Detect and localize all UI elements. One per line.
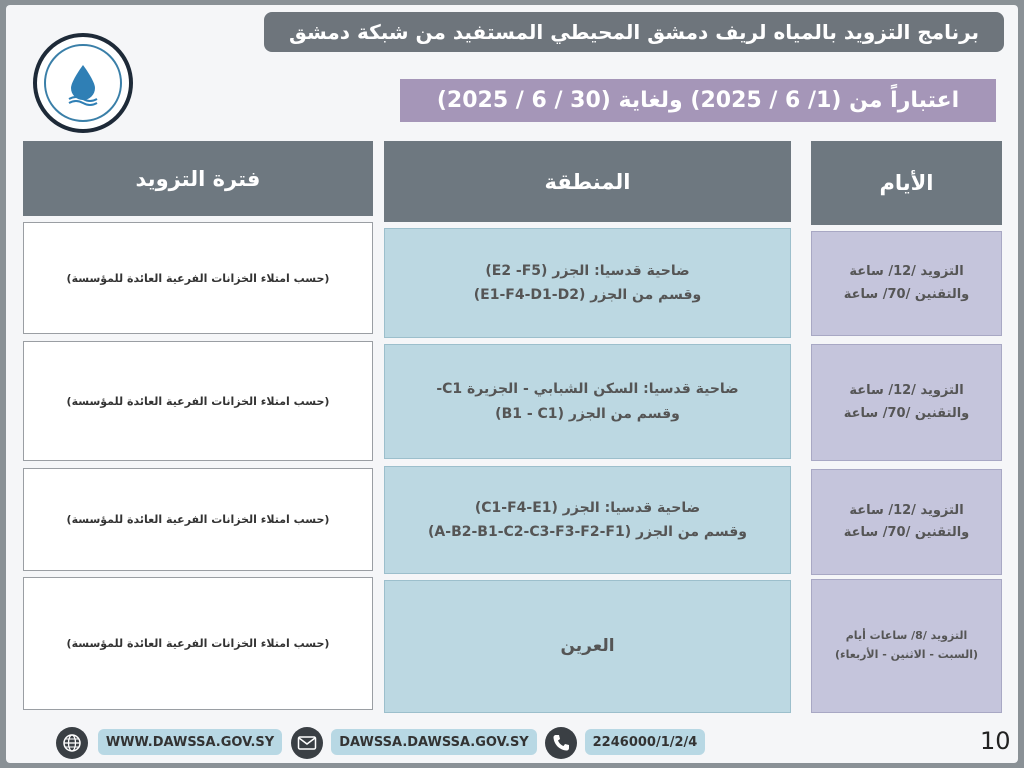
- phone-icon: [545, 727, 577, 759]
- table-row-2-period: (حسب امتلاء الخزانات الفرعية العائدة للمؤسسة): [23, 341, 373, 461]
- table-row-4-period: (حسب امتلاء الخزانات الفرعية العائدة للمؤسسة): [23, 577, 373, 710]
- table-row-4-days: [811, 579, 1002, 713]
- website-link[interactable]: WWW.DAWSSA.GOV.SY: [98, 729, 282, 755]
- days-line: التزويد /8/ ساعات أيام: [845, 629, 968, 643]
- page-number: 10: [980, 727, 1011, 755]
- days-line: التزويد /12/ ساعة: [849, 383, 964, 399]
- table-row-1-region: [384, 228, 791, 338]
- table-row-2-days: [811, 344, 1002, 461]
- email-link[interactable]: DAWSSA.DAWSSA.GOV.SY: [331, 729, 537, 755]
- days-line: التزويد /12/ ساعة: [849, 502, 964, 518]
- date-range: اعتباراً من (1/ 6 / 2025) ولغاية (30 / 6 / 2025): [400, 79, 996, 122]
- phone-number: 2246000/1/2/4: [585, 729, 705, 755]
- water-drop-logo-icon: [44, 44, 122, 122]
- days-line: والتقنين /70/ ساعة: [843, 525, 970, 540]
- region-line: وقسم من الجزر (B1 - C1): [495, 405, 680, 422]
- region-line: ضاحية قدسيا: السكن الشبابي - الجزيرة C1-: [436, 381, 739, 397]
- envelope-icon: [291, 727, 323, 759]
- region-line: ضاحية قدسيا: الجزر (C1-F4-E1): [474, 499, 701, 516]
- days-line: التزويد /12/ ساعة: [849, 264, 964, 280]
- globe-icon: [56, 727, 88, 759]
- header-days: الأيام: [811, 141, 1002, 225]
- region-line: ضاحية قدسيا: الجزر (E2 -F5): [485, 262, 690, 279]
- table-row-1-days: [811, 231, 1002, 336]
- days-line: والتقنين /70/ ساعة: [843, 405, 970, 421]
- organization-logo: [33, 33, 133, 133]
- page-title: برنامج التزويد بالمياه لريف دمشق المحيطي المستفيد من شبكة دمشق: [264, 12, 1004, 52]
- table-row-3-period: (حسب امتلاء الخزانات الفرعية العائدة للمؤسسة): [23, 468, 373, 571]
- days-line: (السبت - الاثنين - الأربعاء): [834, 648, 979, 661]
- table-row-1-period: (حسب امتلاء الخزانات الفرعية العائدة للمؤسسة): [23, 222, 373, 334]
- table-row-3-days: [811, 469, 1002, 575]
- table-row-4-region: [384, 580, 791, 713]
- region-line: وقسم من الجزر (E1-F4-D1-D2): [473, 287, 702, 303]
- header-period: فترة التزويد: [23, 141, 373, 216]
- region-line: العرين: [560, 635, 615, 656]
- table-row-2-region: [384, 344, 791, 459]
- region-line: وقسم من الجزر (A-B2-B1-C2-C3-F3-F2-F1): [428, 524, 747, 540]
- days-line: والتقنين /70/ ساعة: [843, 286, 970, 302]
- header-region: المنطقة: [384, 141, 791, 222]
- table-row-3-region: [384, 466, 791, 574]
